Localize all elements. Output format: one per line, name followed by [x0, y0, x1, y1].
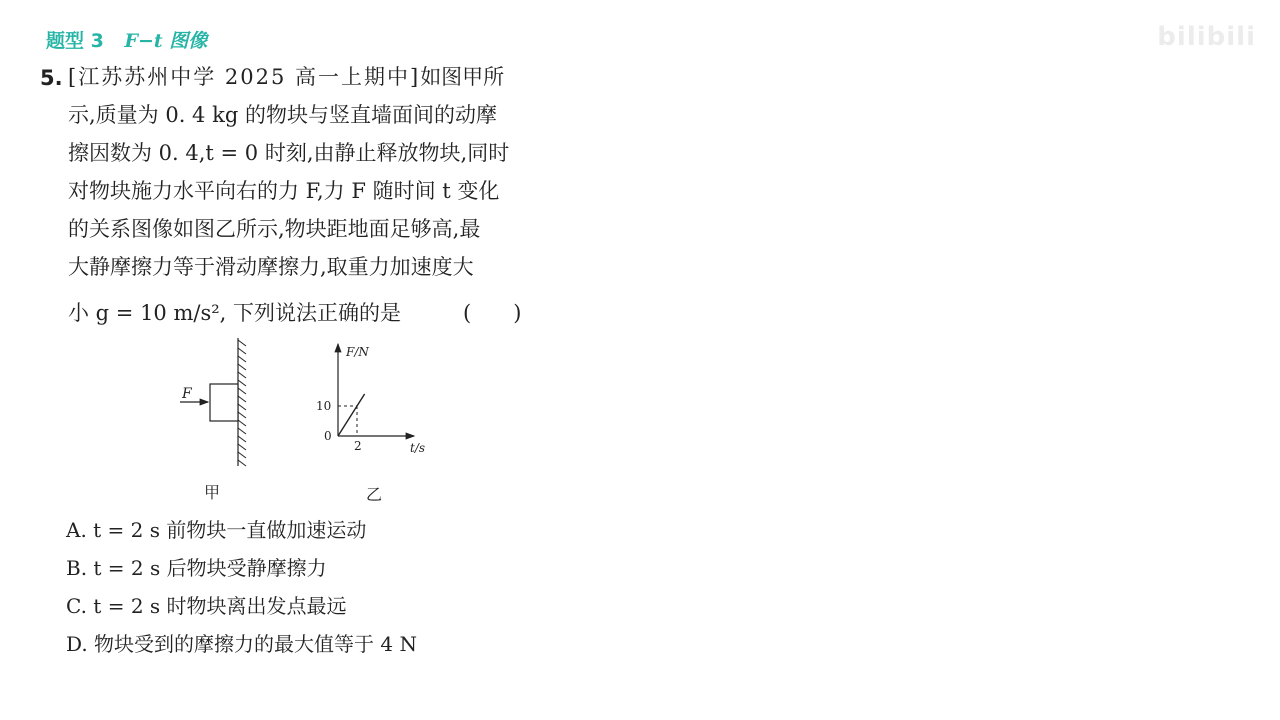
series-line [338, 394, 365, 436]
question-line-7 [68, 294, 521, 332]
topic-name: F−t 图像 [124, 30, 208, 52]
option-c[interactable]: C. t = 2 s 时物块离出发点最远 [66, 594, 347, 618]
question-line-3: 擦因数为 0. 4,t = 0 时刻,由静止释放物块,同时 [68, 141, 510, 165]
bilibili-watermark: bilibili [1157, 22, 1256, 52]
figure-jia [180, 338, 246, 502]
figure-yi [316, 344, 425, 504]
origin-label: 0 [324, 429, 332, 443]
question-line-1-text: 如图甲所 [420, 65, 505, 89]
figure-jia-caption: 甲 [204, 483, 221, 502]
figure-area [170, 336, 450, 506]
question-number: 5. [40, 66, 63, 90]
question-source: [江苏苏州中学 2025 高一上期中] [68, 65, 421, 89]
x-axis-label: t/s [410, 441, 426, 455]
topic-label: 题型 3 [46, 30, 104, 52]
y-tick-label: 10 [316, 399, 332, 413]
question-line-2: 示,质量为 0. 4 kg 的物块与竖直墙面间的动摩 [68, 103, 497, 127]
answer-parentheses: ( ) [463, 301, 522, 325]
question-line-6: 大静摩擦力等于滑动摩擦力,取重力加速度大 [68, 255, 474, 279]
block [210, 384, 238, 421]
option-d[interactable]: D. 物块受到的摩擦力的最大值等于 4 N [66, 632, 417, 656]
wall-hatching [238, 340, 246, 466]
topic-title [46, 26, 207, 53]
question-line-1 [68, 58, 504, 96]
options-list [66, 511, 417, 663]
option-b[interactable]: B. t = 2 s 后物块受静摩擦力 [66, 556, 327, 580]
force-label: F [182, 386, 192, 402]
y-axis-label: F/N [346, 345, 369, 359]
question-line-4: 对物块施力水平向右的力 F,力 F 随时间 t 变化 [68, 179, 500, 203]
option-a[interactable]: A. t = 2 s 前物块一直做加速运动 [66, 518, 367, 542]
question-line-7-text: 小 g = 10 m/s², 下列说法正确的是 [68, 301, 401, 325]
x-tick-label: 2 [354, 439, 362, 453]
question-line-5: 的关系图像如图乙所示,物块距地面足够高,最 [68, 217, 481, 241]
figure-yi-caption: 乙 [366, 485, 383, 504]
